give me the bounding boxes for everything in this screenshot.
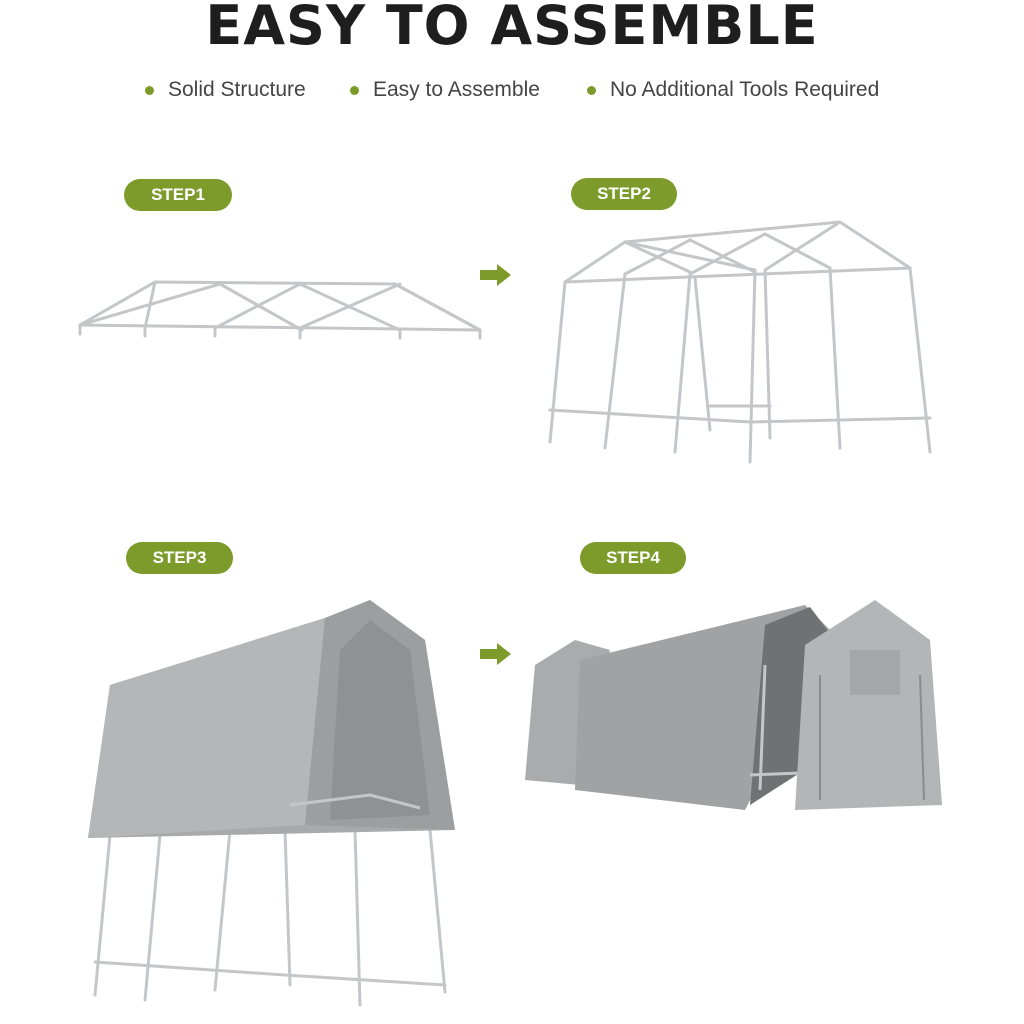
cover-illustration xyxy=(80,590,470,1020)
arrow-right-icon xyxy=(480,643,512,665)
full-frame-illustration xyxy=(540,210,940,470)
feature-item xyxy=(587,78,879,102)
bullet-dot-icon xyxy=(350,86,359,95)
finished-shed-illustration xyxy=(520,595,950,815)
step-badge-3: STEP3 xyxy=(126,542,233,574)
feature-label: Solid Structure xyxy=(168,78,306,101)
feature-label: No Additional Tools Required xyxy=(610,78,880,101)
step-badge-1: STEP1 xyxy=(124,179,232,211)
step-badge-4: STEP4 xyxy=(580,542,686,574)
roof-frame-illustration xyxy=(70,270,490,350)
bullet-dot-icon xyxy=(145,86,154,95)
feature-label: Easy to Assemble xyxy=(373,78,540,101)
feature-item xyxy=(350,78,540,102)
page-title: EASY TO ASSEMBLE xyxy=(205,0,819,57)
bullet-dot-icon xyxy=(587,86,596,95)
feature-list xyxy=(0,78,1024,106)
step-badge-2: STEP2 xyxy=(571,178,677,210)
feature-item xyxy=(145,78,306,102)
